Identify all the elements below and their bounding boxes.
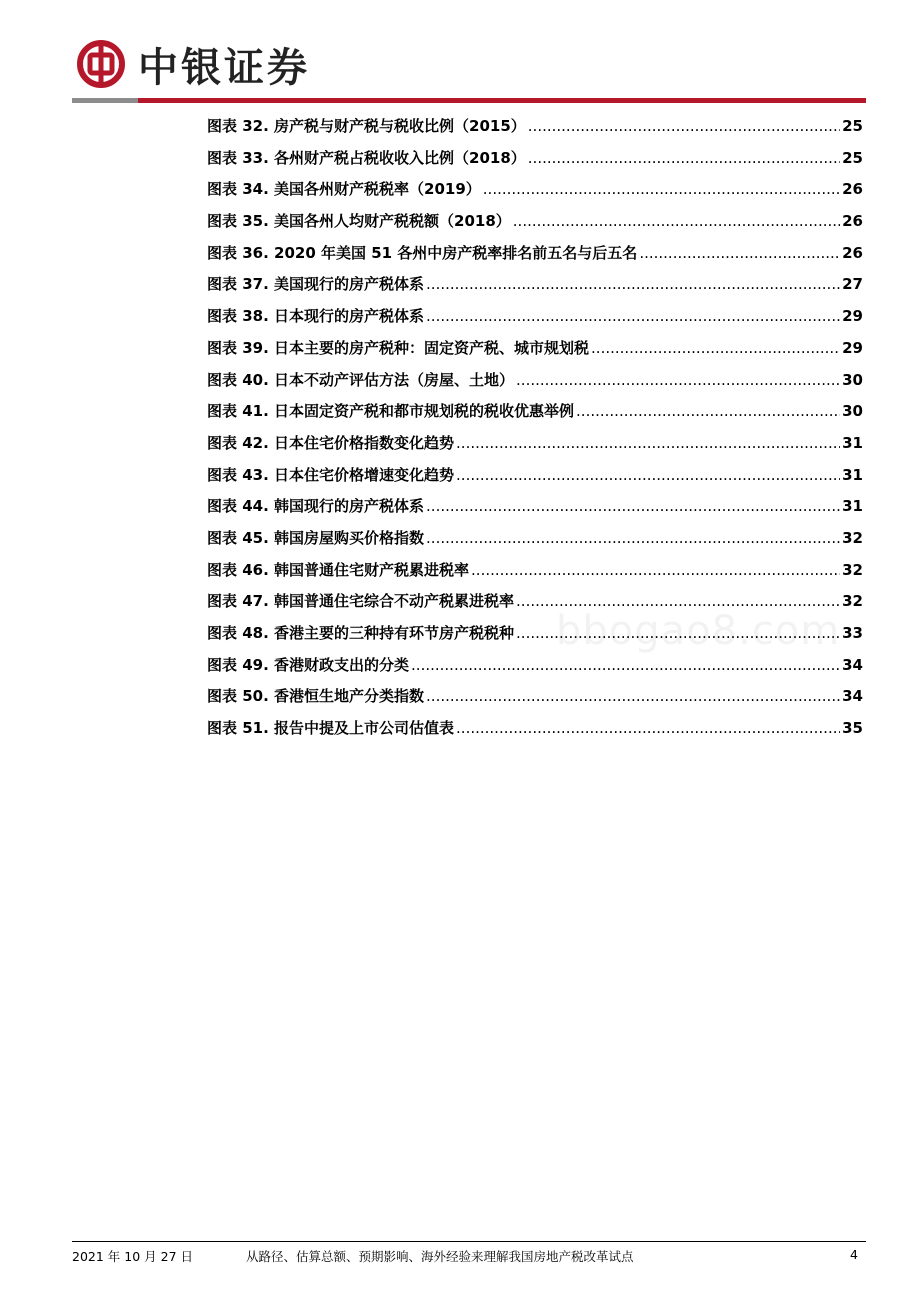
toc-leader [528, 143, 840, 175]
toc-entry[interactable] [207, 396, 863, 428]
toc-entry-page: 25 [842, 148, 863, 167]
toc-entry-page: 25 [842, 117, 863, 135]
bank-of-china-logo-icon [76, 39, 126, 89]
toc-entry-label: 图表 39. 日本主要的房产税种：固定资产税、城市规划税 [207, 338, 590, 357]
page-footer [72, 1247, 866, 1267]
toc-entry-label: 图表 40. 日本不动产评估方法（房屋、土地） [207, 370, 515, 389]
toc-leader [426, 681, 840, 713]
watermark: bbogao8.com [556, 608, 841, 654]
header-rule-gray [72, 98, 138, 103]
toc-entry-page: 32 [842, 560, 863, 579]
toc-leader [456, 428, 840, 460]
toc-entry-label: 图表 34. 美国各州财产税税率（2019） [207, 180, 481, 199]
toc-leader [426, 301, 840, 333]
toc-entry[interactable] [207, 428, 863, 460]
toc-entry-page: 26 [842, 243, 863, 262]
toc-leader [456, 713, 840, 745]
toc-entry-page: 31 [842, 497, 863, 516]
toc-entry[interactable] [207, 460, 863, 492]
toc-entry[interactable] [207, 365, 863, 397]
toc-entry-page: 30 [842, 370, 863, 389]
toc-leader [516, 365, 840, 397]
toc-entry-page: 32 [842, 528, 863, 547]
toc-leader [576, 396, 840, 428]
toc-entry-label: 图表 44. 韩国现行的房产税体系 [207, 497, 425, 516]
footer-date: 2021 年 10 月 27 日 [72, 1249, 193, 1264]
toc-entry-label: 图表 41. 日本固定资产税和都市规划税的税收优惠举例 [207, 402, 575, 421]
toc-entry-page: 34 [842, 655, 863, 674]
toc-entry-page: 31 [842, 433, 863, 452]
company-logo [76, 38, 310, 90]
toc-entry-label: 图表 48. 香港主要的三种持有环节房产税税种 [207, 624, 515, 642]
toc-entry[interactable] [207, 491, 863, 523]
toc-entry-label: 图表 33. 各州财产税占税收收入比例（2018） [207, 148, 526, 167]
toc-entry[interactable] [207, 650, 863, 682]
toc-entry[interactable] [207, 174, 863, 206]
toc-leader [513, 206, 840, 238]
toc-entry-label: 图表 35. 美国各州人均财产税税额（2018） [207, 212, 511, 231]
toc-entry-label: 图表 51. 报告中提及上市公司估值表 [207, 719, 455, 738]
toc-entry[interactable] [207, 333, 863, 365]
footer-report-title: 从路径、估算总额、预期影响、海外经验来理解我国房地产税改革试点 [246, 1249, 634, 1264]
toc-entry-page: 35 [842, 719, 863, 738]
toc-entry-label: 图表 38. 日本现行的房产税体系 [207, 307, 425, 326]
toc-entry-label: 图表 36. 2020 年美国 51 各州中房产税率排名前五名与后五名 [207, 243, 638, 262]
header-rule-red [138, 98, 866, 103]
toc-leader [411, 650, 840, 682]
toc-entry-page: 29 [842, 338, 863, 357]
toc-entry[interactable] [207, 555, 863, 587]
toc-leader [483, 174, 840, 206]
toc-entry-label: 图表 50. 香港恒生地产分类指数 [207, 687, 425, 706]
toc-entry-label: 图表 42. 日本住宅价格指数变化趋势 [207, 433, 455, 452]
toc-entry-label: 图表 45. 韩国房屋购买价格指数 [207, 528, 425, 547]
toc-entry-label: 图表 49. 香港财政支出的分类 [207, 655, 410, 674]
toc-entry[interactable] [207, 269, 863, 301]
toc-entry[interactable] [207, 238, 863, 270]
toc-entry[interactable] [207, 206, 863, 238]
toc-entry[interactable] [207, 301, 863, 333]
toc-entry-page: 27 [842, 275, 863, 294]
toc-entry-page: 30 [842, 402, 863, 421]
toc-leader [426, 269, 840, 301]
logo-text: 中银证券 [138, 44, 310, 91]
toc-entry-label: 图表 43. 日本住宅价格增速变化趋势 [207, 465, 455, 484]
toc-entry-label: 图表 37. 美国现行的房产税体系 [207, 275, 425, 294]
toc-entry-page: 33 [842, 624, 863, 642]
toc-leader [471, 555, 840, 587]
toc-leader [426, 523, 840, 555]
toc-leader [591, 333, 840, 365]
toc-leader [528, 111, 840, 143]
toc-leader [639, 238, 840, 270]
toc-entry-label: 图表 47. 韩国普通住宅综合不动产税累进税率 [207, 592, 515, 611]
toc-leader [456, 460, 840, 492]
toc-entry-page: 34 [842, 687, 863, 706]
toc-entry-label: 图表 46. 韩国普通住宅财产税累进税率 [207, 560, 470, 579]
toc-entry[interactable] [207, 111, 863, 143]
footer-page-number: 4 [850, 1247, 858, 1262]
toc-entry[interactable] [207, 681, 863, 713]
toc-entry[interactable] [207, 143, 863, 175]
toc-entry[interactable] [207, 523, 863, 555]
footer-rule [72, 1241, 866, 1242]
toc-entry-page: 31 [842, 465, 863, 484]
toc-entry-page: 26 [842, 212, 863, 231]
toc-entry-page: 32 [842, 592, 863, 611]
toc-entry[interactable] [207, 713, 863, 745]
toc-leader [426, 491, 840, 523]
toc-entry-page: 26 [842, 180, 863, 199]
toc-entry-label: 图表 32. 房产税与财产税与税收比例（2015） [207, 117, 526, 135]
toc-entry-page: 29 [842, 307, 863, 326]
